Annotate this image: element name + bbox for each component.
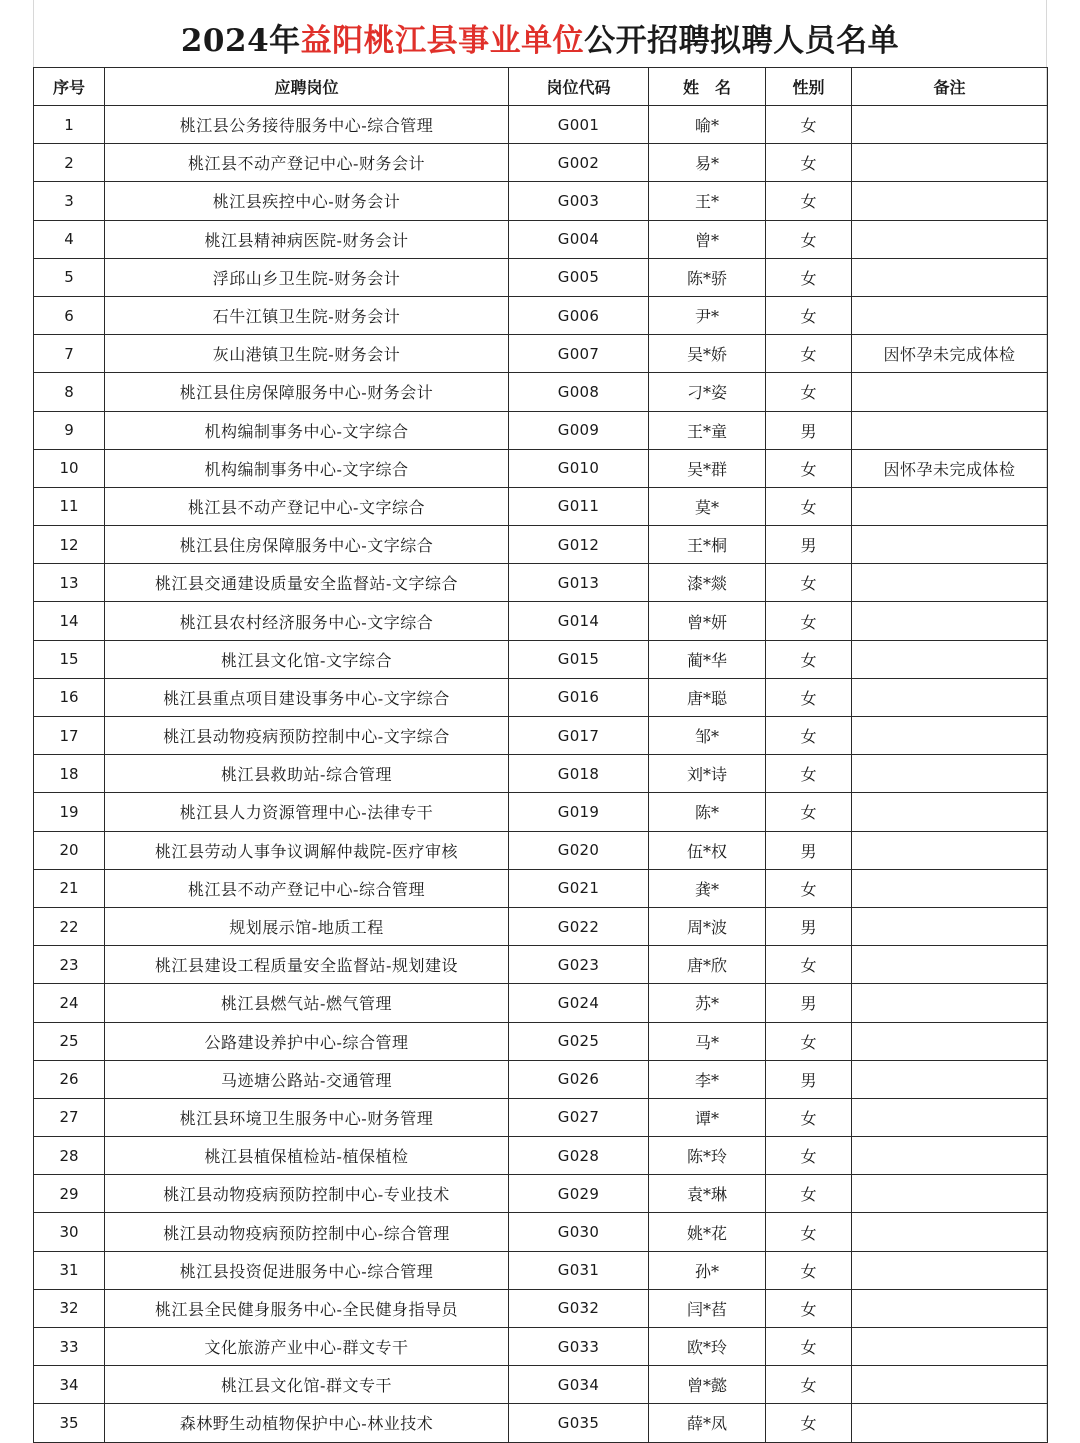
cell-index: 3 (34, 182, 105, 220)
cell-position: 规划展示馆-地质工程 (105, 907, 509, 945)
cell-remarks (852, 258, 1048, 296)
cell-position-code: G017 (509, 717, 649, 755)
table-row (34, 1022, 1048, 1060)
cell-index: 31 (34, 1251, 105, 1289)
cell-position: 文化旅游产业中心-群文专干 (105, 1328, 509, 1366)
cell-position: 桃江县交通建设质量安全监督站-文字综合 (105, 564, 509, 602)
cell-gender: 女 (766, 678, 852, 716)
cell-remarks (852, 1098, 1048, 1136)
cell-position-code: G018 (509, 755, 649, 793)
cell-remarks (852, 1404, 1048, 1442)
cell-position: 桃江县公务接待服务中心-综合管理 (105, 106, 509, 144)
cell-name: 袁*琳 (649, 1175, 766, 1213)
cell-position: 森林野生动植物保护中心-林业技术 (105, 1404, 509, 1442)
header-index: 序号 (34, 68, 105, 106)
cell-position: 马迹塘公路站-交通管理 (105, 1060, 509, 1098)
table-row (34, 717, 1048, 755)
cell-gender: 女 (766, 373, 852, 411)
cell-index: 1 (34, 106, 105, 144)
cell-index: 23 (34, 946, 105, 984)
cell-name: 姚*花 (649, 1213, 766, 1251)
cell-name: 刁*姿 (649, 373, 766, 411)
cell-name: 吴*群 (649, 449, 766, 487)
cell-remarks (852, 1328, 1048, 1366)
cell-gender: 女 (766, 946, 852, 984)
cell-position-code: G023 (509, 946, 649, 984)
cell-name: 吴*娇 (649, 335, 766, 373)
cell-position: 桃江县救助站-综合管理 (105, 755, 509, 793)
cell-position-code: G001 (509, 106, 649, 144)
cell-index: 26 (34, 1060, 105, 1098)
cell-position-code: G007 (509, 335, 649, 373)
cell-remarks (852, 411, 1048, 449)
cell-gender: 女 (766, 1098, 852, 1136)
cell-remarks (852, 373, 1048, 411)
cell-name: 唐*欣 (649, 946, 766, 984)
cell-remarks (852, 1175, 1048, 1213)
cell-index: 13 (34, 564, 105, 602)
header-name: 姓 名 (649, 68, 766, 106)
cell-remarks (852, 717, 1048, 755)
cell-position-code: G002 (509, 144, 649, 182)
cell-remarks (852, 106, 1048, 144)
table-row (34, 1137, 1048, 1175)
cell-position: 桃江县动物疫病预防控制中心-综合管理 (105, 1213, 509, 1251)
cell-gender: 女 (766, 487, 852, 525)
cell-index: 27 (34, 1098, 105, 1136)
cell-position: 桃江县环境卫生服务中心-财务管理 (105, 1098, 509, 1136)
cell-position-code: G029 (509, 1175, 649, 1213)
cell-index: 11 (34, 487, 105, 525)
hiring-table (33, 67, 1048, 1443)
cell-position-code: G022 (509, 907, 649, 945)
cell-gender: 男 (766, 984, 852, 1022)
cell-index: 14 (34, 602, 105, 640)
cell-remarks (852, 869, 1048, 907)
title-highlight: 益阳桃江县事业单位 (300, 22, 585, 59)
cell-position: 浮邱山乡卫生院-财务会计 (105, 258, 509, 296)
cell-gender: 男 (766, 411, 852, 449)
header-remarks: 备注 (852, 68, 1048, 106)
cell-gender: 女 (766, 1213, 852, 1251)
cell-gender: 女 (766, 1328, 852, 1366)
cell-gender: 女 (766, 793, 852, 831)
cell-position-code: G013 (509, 564, 649, 602)
table-row (34, 526, 1048, 564)
cell-position: 桃江县疾控中心-财务会计 (105, 182, 509, 220)
cell-gender: 女 (766, 755, 852, 793)
cell-position-code: G003 (509, 182, 649, 220)
cell-remarks (852, 793, 1048, 831)
cell-gender: 女 (766, 869, 852, 907)
table-row (34, 984, 1048, 1022)
table-row (34, 907, 1048, 945)
cell-name: 尹* (649, 296, 766, 334)
cell-position-code: G027 (509, 1098, 649, 1136)
cell-gender: 男 (766, 526, 852, 564)
cell-position-code: G004 (509, 220, 649, 258)
table-row (34, 1404, 1048, 1442)
cell-remarks (852, 220, 1048, 258)
cell-name: 漆*燚 (649, 564, 766, 602)
cell-remarks (852, 984, 1048, 1022)
cell-position: 桃江县不动产登记中心-综合管理 (105, 869, 509, 907)
cell-gender: 女 (766, 1137, 852, 1175)
cell-gender: 女 (766, 106, 852, 144)
table-row (34, 411, 1048, 449)
cell-name: 马* (649, 1022, 766, 1060)
table-row (34, 1366, 1048, 1404)
cell-remarks (852, 907, 1048, 945)
cell-gender: 女 (766, 1175, 852, 1213)
cell-remarks: 因怀孕未完成体检 (852, 449, 1048, 487)
cell-gender: 女 (766, 717, 852, 755)
cell-name: 蔺*华 (649, 640, 766, 678)
cell-index: 28 (34, 1137, 105, 1175)
cell-name: 苏* (649, 984, 766, 1022)
cell-position-code: G028 (509, 1137, 649, 1175)
table-row (34, 1060, 1048, 1098)
table-row (34, 869, 1048, 907)
cell-remarks (852, 144, 1048, 182)
cell-position: 桃江县文化馆-文字综合 (105, 640, 509, 678)
cell-gender: 女 (766, 1022, 852, 1060)
table-row (34, 602, 1048, 640)
cell-remarks: 因怀孕未完成体检 (852, 335, 1048, 373)
cell-gender: 男 (766, 907, 852, 945)
cell-name: 邹* (649, 717, 766, 755)
cell-remarks (852, 526, 1048, 564)
cell-remarks (852, 296, 1048, 334)
cell-position-code: G008 (509, 373, 649, 411)
cell-gender: 女 (766, 564, 852, 602)
cell-index: 29 (34, 1175, 105, 1213)
cell-index: 5 (34, 258, 105, 296)
cell-gender: 女 (766, 182, 852, 220)
cell-index: 21 (34, 869, 105, 907)
table-row (34, 106, 1048, 144)
cell-name: 莫* (649, 487, 766, 525)
title-suffix: 公开招聘拟聘人员名单 (584, 22, 900, 59)
cell-name: 龚* (649, 869, 766, 907)
cell-gender: 女 (766, 1366, 852, 1404)
cell-position-code: G031 (509, 1251, 649, 1289)
cell-position: 桃江县植保植检站-植保植检 (105, 1137, 509, 1175)
table-row (34, 373, 1048, 411)
cell-position-code: G026 (509, 1060, 649, 1098)
cell-remarks (852, 1137, 1048, 1175)
cell-gender: 女 (766, 335, 852, 373)
cell-name: 刘*诗 (649, 755, 766, 793)
cell-position-code: G025 (509, 1022, 649, 1060)
table-row (34, 678, 1048, 716)
cell-name: 孙* (649, 1251, 766, 1289)
cell-index: 32 (34, 1289, 105, 1327)
cell-gender: 女 (766, 220, 852, 258)
cell-remarks (852, 1213, 1048, 1251)
cell-remarks (852, 602, 1048, 640)
cell-gender: 女 (766, 640, 852, 678)
table-row (34, 258, 1048, 296)
cell-position: 桃江县不动产登记中心-财务会计 (105, 144, 509, 182)
cell-position: 桃江县住房保障服务中心-财务会计 (105, 373, 509, 411)
table-row (34, 1251, 1048, 1289)
cell-name: 李* (649, 1060, 766, 1098)
cell-name: 周*波 (649, 907, 766, 945)
cell-remarks (852, 1366, 1048, 1404)
cell-name: 陈* (649, 793, 766, 831)
cell-index: 34 (34, 1366, 105, 1404)
cell-index: 25 (34, 1022, 105, 1060)
cell-name: 曾*妍 (649, 602, 766, 640)
table-header-row (34, 68, 1048, 106)
table-row (34, 144, 1048, 182)
cell-position: 桃江县人力资源管理中心-法律专干 (105, 793, 509, 831)
cell-name: 唐*聪 (649, 678, 766, 716)
cell-remarks (852, 640, 1048, 678)
table-body (34, 106, 1048, 1443)
cell-gender: 女 (766, 602, 852, 640)
cell-name: 王* (649, 182, 766, 220)
table-row (34, 1098, 1048, 1136)
table-row (34, 449, 1048, 487)
table-row (34, 755, 1048, 793)
cell-position: 桃江县不动产登记中心-文字综合 (105, 487, 509, 525)
table-row (34, 1289, 1048, 1327)
cell-gender: 女 (766, 1289, 852, 1327)
cell-position: 桃江县文化馆-群文专干 (105, 1366, 509, 1404)
table-row (34, 831, 1048, 869)
cell-index: 24 (34, 984, 105, 1022)
cell-position: 石牛江镇卫生院-财务会计 (105, 296, 509, 334)
cell-index: 33 (34, 1328, 105, 1366)
cell-position-code: G020 (509, 831, 649, 869)
cell-position-code: G015 (509, 640, 649, 678)
cell-gender: 女 (766, 1251, 852, 1289)
cell-index: 7 (34, 335, 105, 373)
cell-position: 桃江县建设工程质量安全监督站-规划建设 (105, 946, 509, 984)
cell-index: 6 (34, 296, 105, 334)
cell-name: 欧*玲 (649, 1328, 766, 1366)
cell-remarks (852, 946, 1048, 984)
page-title (33, 8, 1047, 66)
cell-remarks (852, 182, 1048, 220)
cell-remarks (852, 1060, 1048, 1098)
cell-name: 闫*萏 (649, 1289, 766, 1327)
table-row (34, 564, 1048, 602)
table-row (34, 793, 1048, 831)
cell-name: 王*童 (649, 411, 766, 449)
cell-position: 桃江县重点项目建设事务中心-文字综合 (105, 678, 509, 716)
table-row (34, 946, 1048, 984)
cell-name: 喻* (649, 106, 766, 144)
table-row (34, 296, 1048, 334)
cell-index: 10 (34, 449, 105, 487)
cell-index: 15 (34, 640, 105, 678)
header-gender: 性别 (766, 68, 852, 106)
table-row (34, 487, 1048, 525)
cell-position: 桃江县动物疫病预防控制中心-专业技术 (105, 1175, 509, 1213)
cell-name: 伍*权 (649, 831, 766, 869)
table-row (34, 182, 1048, 220)
cell-position-code: G009 (509, 411, 649, 449)
cell-remarks (852, 1251, 1048, 1289)
cell-position-code: G005 (509, 258, 649, 296)
cell-index: 18 (34, 755, 105, 793)
cell-position-code: G021 (509, 869, 649, 907)
cell-gender: 女 (766, 1404, 852, 1442)
cell-index: 16 (34, 678, 105, 716)
cell-position: 桃江县农村经济服务中心-文字综合 (105, 602, 509, 640)
cell-index: 17 (34, 717, 105, 755)
cell-index: 12 (34, 526, 105, 564)
cell-index: 20 (34, 831, 105, 869)
cell-name: 谭* (649, 1098, 766, 1136)
cell-name: 薛*凤 (649, 1404, 766, 1442)
table-row (34, 1175, 1048, 1213)
cell-position-code: G011 (509, 487, 649, 525)
cell-name: 曾*懿 (649, 1366, 766, 1404)
table-row (34, 220, 1048, 258)
header-position-code: 岗位代码 (509, 68, 649, 106)
cell-index: 4 (34, 220, 105, 258)
cell-index: 2 (34, 144, 105, 182)
cell-name: 易* (649, 144, 766, 182)
cell-name: 陈*骄 (649, 258, 766, 296)
cell-remarks (852, 831, 1048, 869)
cell-remarks (852, 564, 1048, 602)
cell-index: 8 (34, 373, 105, 411)
cell-position: 机构编制事务中心-文字综合 (105, 411, 509, 449)
cell-gender: 男 (766, 1060, 852, 1098)
table-row (34, 335, 1048, 373)
cell-index: 22 (34, 907, 105, 945)
cell-gender: 女 (766, 449, 852, 487)
cell-position: 桃江县投资促进服务中心-综合管理 (105, 1251, 509, 1289)
cell-remarks (852, 1289, 1048, 1327)
cell-position-code: G032 (509, 1289, 649, 1327)
cell-position-code: G035 (509, 1404, 649, 1442)
cell-position-code: G024 (509, 984, 649, 1022)
cell-position: 桃江县劳动人事争议调解仲裁院-医疗审核 (105, 831, 509, 869)
cell-position: 桃江县燃气站-燃气管理 (105, 984, 509, 1022)
cell-remarks (852, 1022, 1048, 1060)
cell-position-code: G014 (509, 602, 649, 640)
cell-position-code: G019 (509, 793, 649, 831)
header-position: 应聘岗位 (105, 68, 509, 106)
cell-position: 桃江县精神病医院-财务会计 (105, 220, 509, 258)
cell-gender: 女 (766, 144, 852, 182)
cell-name: 王*桐 (649, 526, 766, 564)
cell-position-code: G034 (509, 1366, 649, 1404)
cell-remarks (852, 755, 1048, 793)
table-row (34, 1328, 1048, 1366)
cell-position-code: G012 (509, 526, 649, 564)
table-row (34, 1213, 1048, 1251)
cell-gender: 女 (766, 296, 852, 334)
cell-gender: 女 (766, 258, 852, 296)
cell-index: 19 (34, 793, 105, 831)
cell-name: 曾* (649, 220, 766, 258)
cell-remarks (852, 678, 1048, 716)
table-row (34, 640, 1048, 678)
cell-gender: 男 (766, 831, 852, 869)
cell-position-code: G030 (509, 1213, 649, 1251)
cell-position-code: G016 (509, 678, 649, 716)
cell-index: 30 (34, 1213, 105, 1251)
cell-position: 桃江县动物疫病预防控制中心-文字综合 (105, 717, 509, 755)
cell-position-code: G010 (509, 449, 649, 487)
cell-position: 公路建设养护中心-综合管理 (105, 1022, 509, 1060)
cell-index: 9 (34, 411, 105, 449)
cell-position: 桃江县住房保障服务中心-文字综合 (105, 526, 509, 564)
cell-position: 桃江县全民健身服务中心-全民健身指导员 (105, 1289, 509, 1327)
cell-remarks (852, 487, 1048, 525)
cell-position: 灰山港镇卫生院-财务会计 (105, 335, 509, 373)
cell-position-code: G006 (509, 296, 649, 334)
cell-position-code: G033 (509, 1328, 649, 1366)
title-prefix: 2024年 (180, 22, 301, 59)
cell-position: 机构编制事务中心-文字综合 (105, 449, 509, 487)
cell-name: 陈*玲 (649, 1137, 766, 1175)
cell-index: 35 (34, 1404, 105, 1442)
